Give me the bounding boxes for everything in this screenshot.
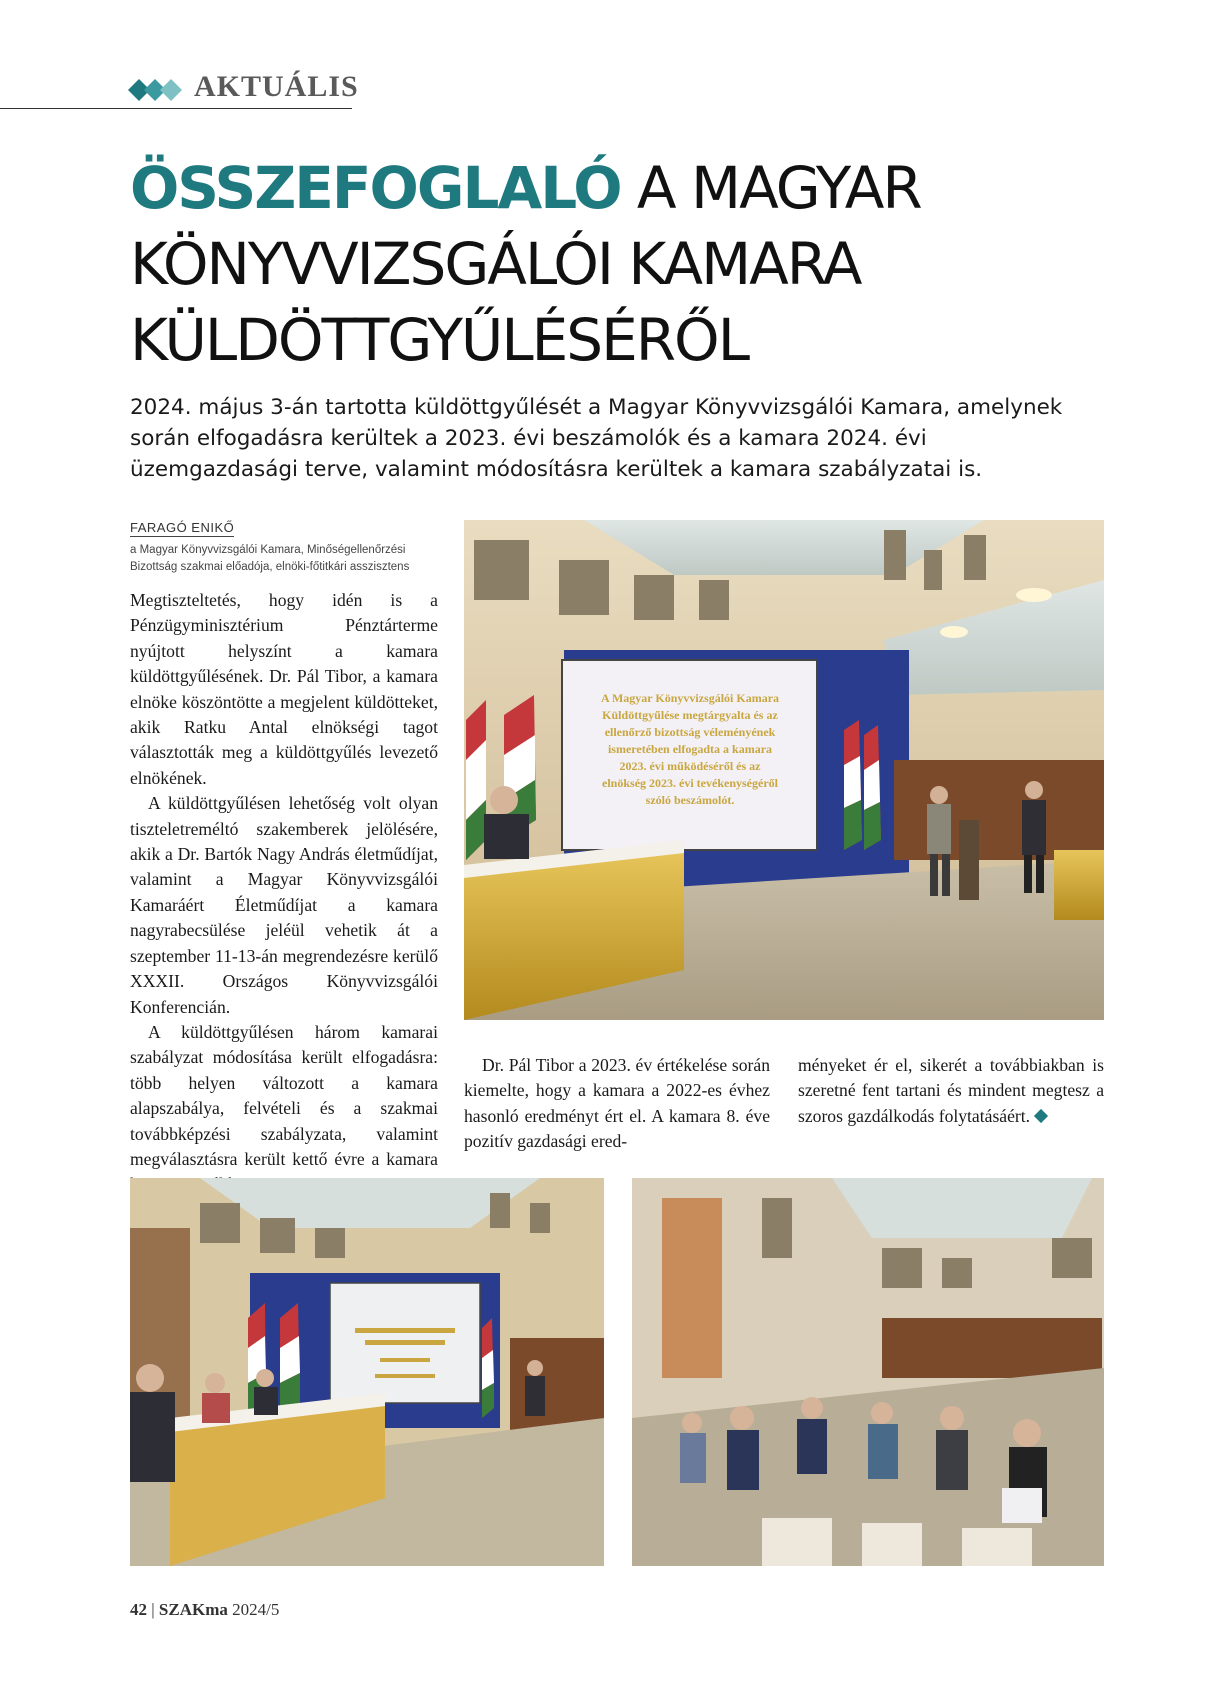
photo-audience xyxy=(632,1178,1104,1566)
section-diamonds-icon xyxy=(126,77,186,103)
screen-line-1: A Magyar Könyvvizsgálói Kamara xyxy=(600,691,780,705)
screen-line-3: ellenőrző bizottság véleményének xyxy=(604,725,776,739)
body-paragraph-3: A küldöttgyűlésen három kamarai szabályzat módosítása került elfogadásra: több helyen változott a kamara alapszabálya, felvételi és a szakmai továbbképzési szabályzata, valamint megválasztásra került kettő évre a kamara xyxy=(130,1021,438,1169)
body-paragraph-4b xyxy=(798,1053,1104,1129)
footer-separator: | xyxy=(147,1600,159,1619)
issue-number: 2024/5 xyxy=(227,1600,280,1619)
body-paragraph-1: Megtiszteltetés, hogy idén is a Pénzügyminisztérium Pénztárterme nyújtott helyszínt a kamara küldöttgyűlésének. Dr. Pál Tibor, a kamara elnöke köszöntötte a megjelent küldötteket, akik Ratku Antal elnökségi tagot választották meg a küldöttgyűlés levezető elnökének. xyxy=(130,590,438,788)
title-line3: KÜLDÖTTGYŰLÉSÉRŐL xyxy=(130,306,749,374)
page-footer xyxy=(130,1600,279,1620)
end-mark-icon xyxy=(1034,1109,1048,1123)
screen-line-6: elnökség 2023. évi tevékenységéről xyxy=(602,776,778,790)
body-paragraph-2: A küldöttgyűlésen lehetőség volt olyan tiszteletreméltó szakemberek jelölésére, akik a Dr. Bartók Nagy András életműdíjat, valamint a Magyar Könyvvizsgálói Kamaráért Életműdíjat a kamara nagyrabecsülése jeléül vehetik át a szeptember 11-13-án megrendezésre kerülő XXXII. Országos Könyvvizsgálói Konferencián. xyxy=(130,793,438,1017)
title-line2: KÖNYVVIZSGÁLÓI KAMARA xyxy=(130,230,861,298)
body-paragraph-4b-text: ményeket ér el, sikerét a továbbiakban is szeretné fent tartani és mindent megtesz a szoros gazdálkodás folytatásáért. xyxy=(798,1055,1104,1126)
body-paragraph-4a: Dr. Pál Tibor a 2023. év értékelése során kiemelte, hogy a kamara a 2022-es évhez hasonló eredményt ért el. A kamara 8. éve pozitív gazdasági ered- xyxy=(464,1055,770,1152)
screen-line-7: szóló beszámolót. xyxy=(645,793,735,807)
article-lead: 2024. május 3-án tartotta küldöttgyűlését a Magyar Könyvvizsgálói Kamara, amelynek során elfogadásra kerültek a 2023. évi beszámolók és a kamara 2024. évi üzemgazdasági terve, valamint módosításra kerültek a kamara szabályzatai is. xyxy=(130,395,1063,482)
screen-line-4: ismeretében elfogadta a kamara xyxy=(607,742,773,756)
photo-assembly-hall xyxy=(464,520,1104,1020)
magazine-name: SZAKma xyxy=(158,1600,228,1619)
article-title xyxy=(130,150,1130,378)
body-column-1 xyxy=(130,588,438,1198)
title-accent: ÖSSZEFOGLALÓ xyxy=(130,154,621,222)
screen-line-2: Küldöttgyűlése megtárgyalta és az xyxy=(602,708,778,722)
photo-presidium-table xyxy=(130,1178,604,1566)
author-name: FARAGÓ ENIKŐ xyxy=(130,520,235,535)
author-role: a Magyar Könyvvizsgálói Kamara, Minőségellenőrzési Bizottság szakmai előadója, elnöki-főtitkári asszisztens xyxy=(130,544,410,573)
section-label: AKTUÁLIS xyxy=(194,70,359,103)
page-number: 42 xyxy=(130,1600,147,1619)
title-line1: A MAGYAR xyxy=(620,154,921,222)
screen-line-5: 2023. évi működéséről és az xyxy=(619,759,761,773)
